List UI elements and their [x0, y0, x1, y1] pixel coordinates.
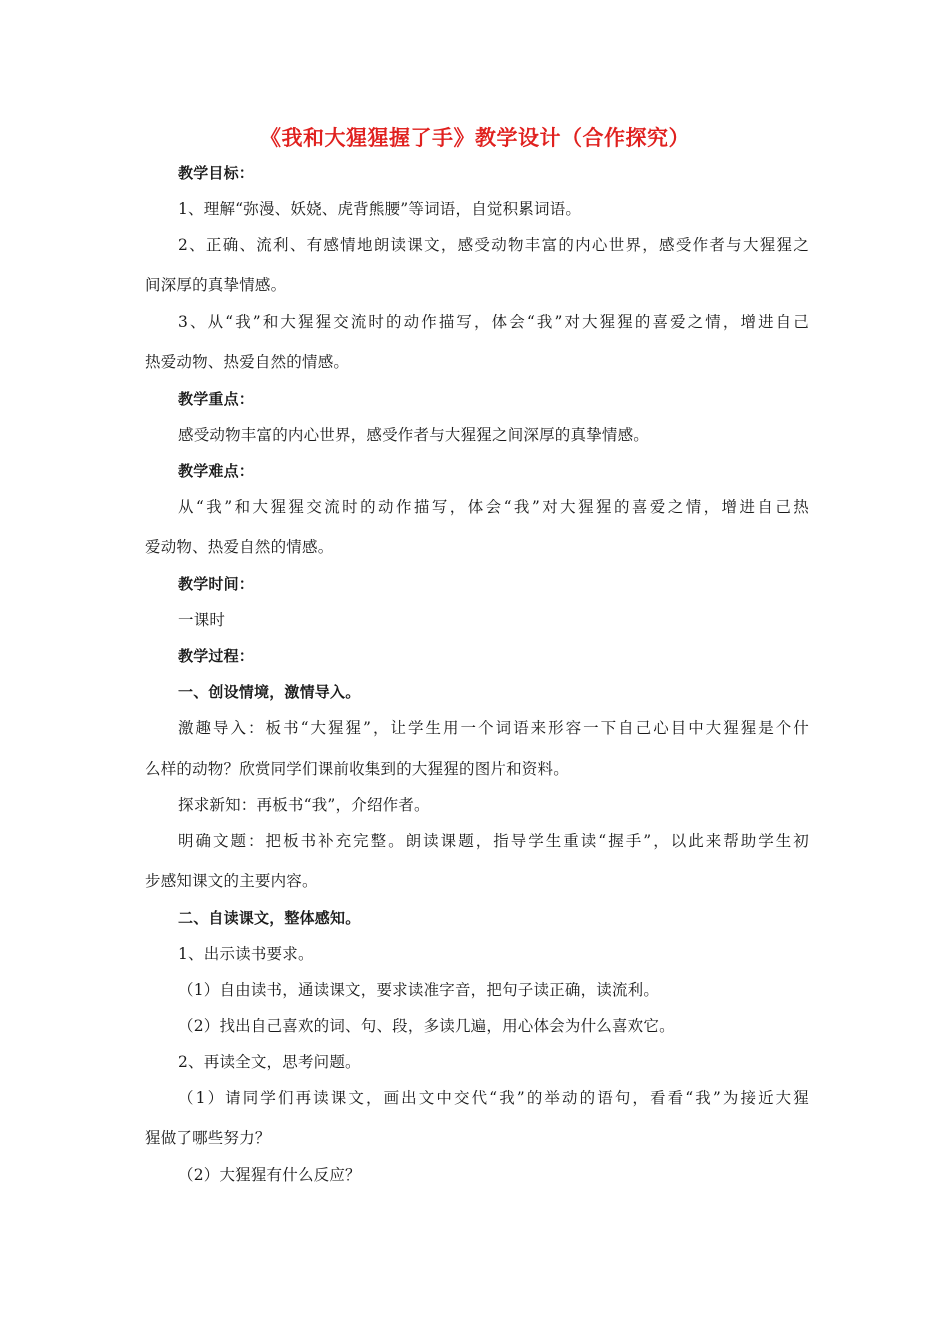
- section-2-heading: 二、自读课文，整体感知。: [178, 909, 361, 927]
- objective-3-line-2: 热爱动物、热爱自然的情感。: [145, 353, 350, 371]
- section-1-p1-line-1: 激趣导入：板书“大猩猩”，让学生用一个词语来形容一下自己心目中大猩猩是个什: [178, 719, 809, 737]
- key-points-heading: 教学重点：: [178, 390, 255, 408]
- section-2-step-1-1: （1）自由读书，通读课文，要求读准字音，把句子读正确，读流利。: [178, 981, 660, 999]
- difficulties-line-1: 从“我”和大猩猩交流时的动作描写，体会“我”对大猩猩的喜爱之情，增进自己热: [178, 498, 809, 516]
- difficulties-heading: 教学难点：: [178, 462, 255, 480]
- document-title: 《我和大猩猩握了手》教学设计（合作探究）: [260, 126, 690, 150]
- objective-3-line-1: 3、从“我”和大猩猩交流时的动作描写，体会“我”对大猩猩的喜爱之情，增进自己: [178, 313, 809, 331]
- section-2-step-2-1-line-2: 猩做了哪些努力？: [145, 1129, 271, 1147]
- section-2-step-1: 1、出示读书要求。: [178, 945, 314, 963]
- objective-1: 1、理解“弥漫、妖娆、虎背熊腰”等词语，自觉积累词语。: [178, 200, 582, 218]
- time-heading: 教学时间：: [178, 575, 255, 593]
- objectives-heading: 教学目标：: [178, 164, 255, 182]
- section-1-p3-line-1: 明确文题：把板书补充完整。朗读课题，指导学生重读“握手”，以此来帮助学生初: [178, 832, 809, 850]
- section-1-heading: 一、创设情境，激情导入。: [178, 683, 361, 701]
- objective-2-line-1: 2、正确、流利、有感情地朗读课文，感受动物丰富的内心世界，感受作者与大猩猩之: [178, 236, 809, 254]
- section-2-step-2-1-line-1: （1）请同学们再读课文，画出文中交代“我”的举动的语句，看看“我”为接近大猩: [178, 1089, 809, 1107]
- section-2-step-2-2: （2）大猩猩有什么反应？: [178, 1166, 361, 1184]
- difficulties-line-2: 爱动物、热爱自然的情感。: [145, 538, 334, 556]
- section-1-p3-line-2: 步感知课文的主要内容。: [145, 872, 318, 890]
- section-1-p2: 探求新知：再板书“我”，介绍作者。: [178, 796, 430, 814]
- time-text: 一课时: [178, 611, 226, 629]
- process-heading: 教学过程：: [178, 647, 255, 665]
- key-points-text: 感受动物丰富的内心世界，感受作者与大猩猩之间深厚的真挚情感。: [178, 426, 650, 444]
- section-2-step-1-2: （2）找出自己喜欢的词、句、段，多读几遍，用心体会为什么喜欢它。: [178, 1017, 675, 1035]
- section-2-step-2: 2、再读全文，思考问题。: [178, 1053, 361, 1071]
- objective-2-line-2: 间深厚的真挚情感。: [145, 276, 287, 294]
- section-1-p1-line-2: 么样的动物？欣赏同学们课前收集到的大猩猩的图片和资料。: [145, 760, 569, 778]
